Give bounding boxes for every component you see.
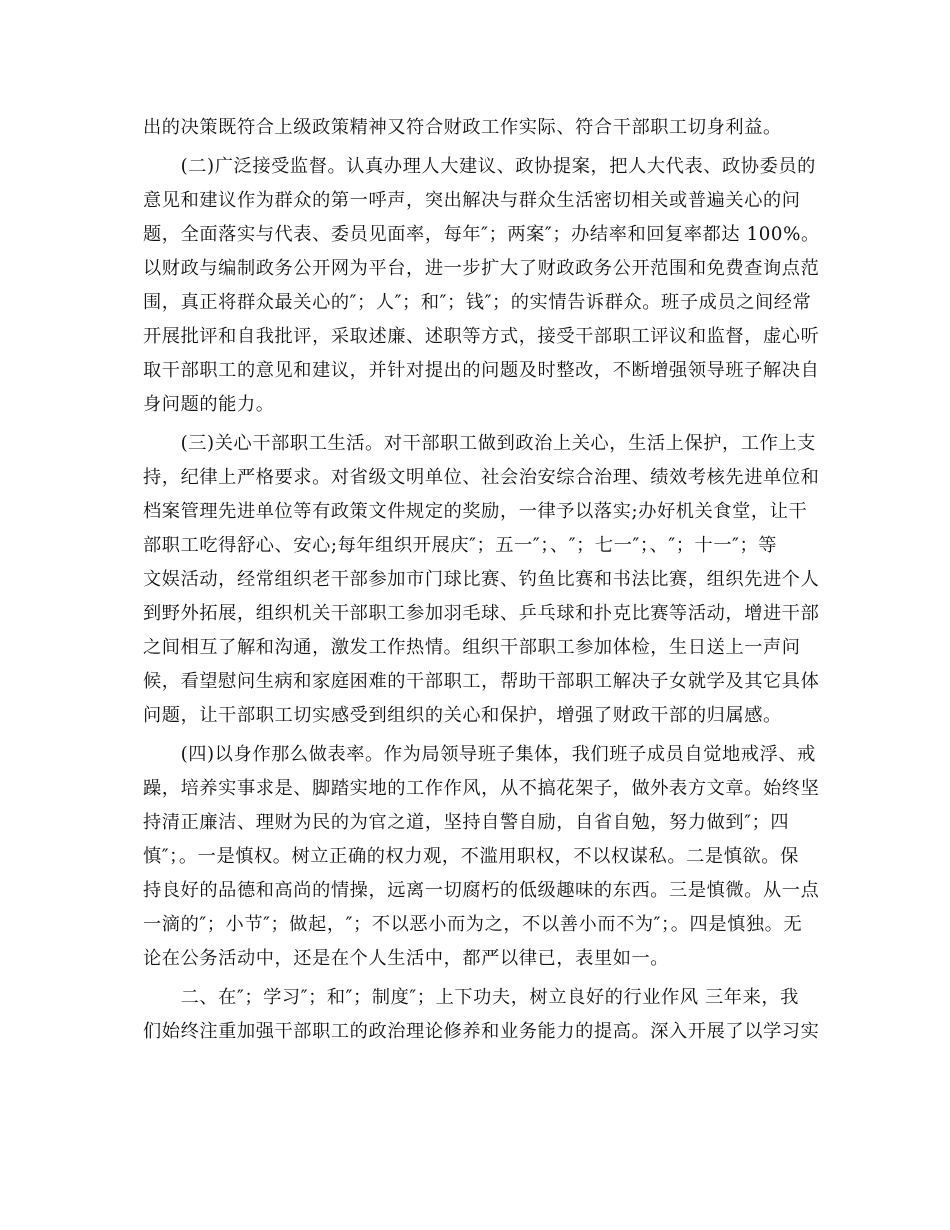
text-line: 问题，让干部职工切实感受到组织的关心和保护，增强了财政干部的归属感。 (143, 705, 782, 726)
text-line: 意见和建议作为群众的第一呼声，突出解决与群众生活密切相关或普遍关心的问 (143, 190, 801, 211)
text-line: 围，真正将群众最关心的″；人″；和″；钱″；的实情告诉群众。班子成员之间经常 (143, 292, 812, 313)
text-line: 躁，培养实事求是、脚踏实地的工作作风，从不搞花架子，做外表方文章。始终坚 (143, 778, 820, 799)
text-line: 持清正廉洁、理财为民的为官之道，坚持自警自励，自省自勉，努力做到″；四 (143, 812, 790, 833)
text-line: 一滴的″；小节″；做起，″；不以恶小而为之，不以善小而不为″；。四是慎独。无 (143, 914, 803, 935)
text-line: 取干部职工的意见和建议，并针对提出的问题及时整改，不断增强领导班子解决自 (143, 360, 820, 381)
text-line: 论在公务活动中，还是在个人生活中，都严以律已，表里如一。 (143, 948, 670, 969)
text-line: 之间相互了解和沟通，激发工作热情。组织干部职工参加体检，生日送上一声问 (143, 637, 801, 658)
text-line: 持良好的品德和高尚的情操，远离一切腐朽的低级趣味的东西。三是慎微。从一点 (143, 880, 820, 901)
text-line: 出的决策既符合上级政策精神又符合财政工作实际、符合干部职工切身利益。 (143, 117, 782, 138)
text-line: 开展批评和自我批评，采取述廉、述职等方式，接受干部职工评议和监督，虚心听 (143, 326, 820, 347)
section-heading-line: 二、在″；学习″；和″；制度″；上下功夫，树立良好的行业作风 三年来，我 (143, 987, 799, 1008)
text-line: 部职工吃得舒心、安心;每年组织开展庆″；五一″；、″；七一″；、″；十一″；等 (143, 535, 778, 556)
document-body (143, 111, 820, 1049)
text-line: 候，看望慰问生病和家庭困难的干部职工，帮助干部职工解决子女就学及其它具体 (143, 671, 820, 692)
text-line: 身问题的能力。 (143, 394, 275, 415)
text-line: 档案管理先进单位等有政策文件规定的奖励，一律予以落实;办好机关食堂，让干 (143, 501, 808, 522)
text-line: 慎″；。一是慎权。树立正确的权力观，不滥用职权，不以权谋私。二是慎欲。保 (143, 846, 799, 867)
text-line: 到野外拓展，组织机关干部职工参加羽毛球、乒乓球和扑克比赛等活动，增进干部 (143, 603, 820, 624)
text-line: 们始终注重加强干部职工的政治理论修养和业务能力的提高。深入开展了以学习实 (143, 1021, 820, 1042)
paragraph-heading-line: (二)广泛接受监督。认真办理人大建议、政协提案，把人大代表、政协委员的 (143, 156, 816, 177)
text-line: 文娱活动，经常组织老干部参加市门球比赛、钓鱼比赛和书法比赛，组织先进个人 (143, 569, 820, 590)
text-line: 题，全面落实与代表、委员见面率，每年″；两案″；办结率和回复率都达 100%。 (143, 224, 820, 245)
text-line: 以财政与编制政务公开网为平台，进一步扩大了财政政务公开范围和免费查询点范 (143, 258, 820, 279)
text-line: 持，纪律上严格要求。对省级文明单位、社会治安综合治理、绩效考核先进单位和 (143, 467, 820, 488)
paragraph-heading-line: (三)关心干部职工生活。对干部职工做到政治上关心，生活上保护，工作上支 (143, 433, 816, 454)
paragraph-heading-line: (四)以身作那么做表率。作为局领导班子集体，我们班子成员自觉地戒浮、戒 (143, 744, 816, 765)
